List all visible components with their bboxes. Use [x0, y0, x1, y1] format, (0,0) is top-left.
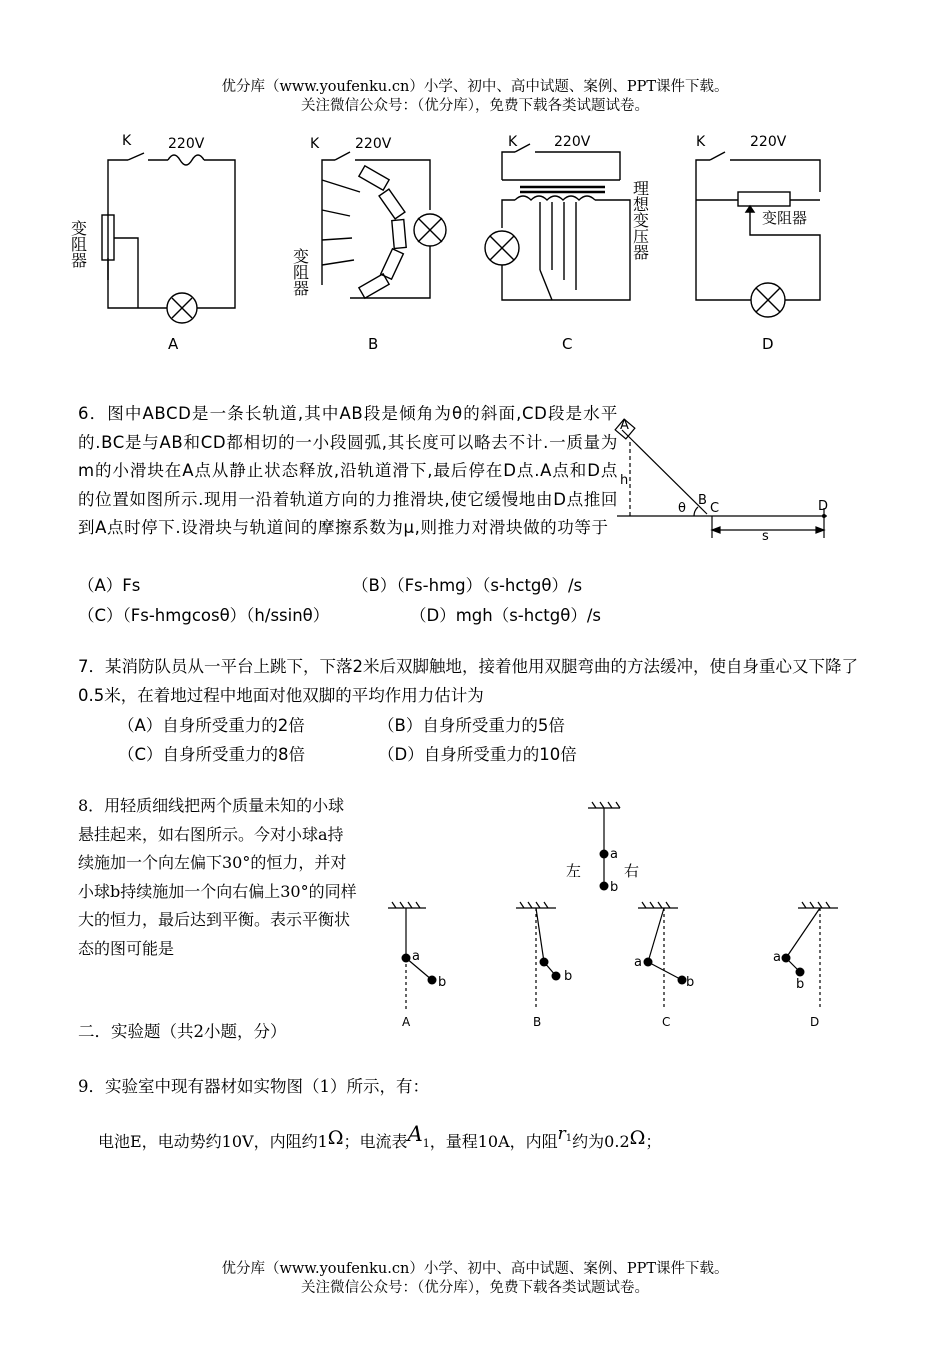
- battery-text: 电池E，电动势约10V，内阻约1: [98, 1132, 328, 1151]
- circuit-label-d: D: [762, 335, 774, 353]
- footer-line-1: 优分库（www.youfenku.cn）小学、初中、高中试题、案例、PPT课件下载。: [221, 1261, 729, 1277]
- question-8-text: 8．用轻质细线把两个质量未知的小球悬挂起来，如右图所示。今对小球a持续施加一个向左偏下30°的恒力，并对小球b持续施加一个向右偏上30°的同样大的恒力，最后达到平衡。表示平衡状态的图可能是: [78, 796, 357, 958]
- voltage-label-a: 220V: [168, 136, 205, 152]
- line-end: ；: [645, 1132, 662, 1151]
- q6-option-c: （C）（Fs-hmgcosθ）（h/ssinθ）: [78, 606, 330, 625]
- voltage-label-d: 220V: [750, 134, 787, 150]
- ball-a-label-top: a: [610, 847, 618, 862]
- footer-line-2: 关注微信公众号：（优分库），免费下载各类试题试卷。: [301, 1280, 649, 1296]
- ohm-symbol-1: Ω: [327, 1127, 344, 1149]
- circuit-label-a: A: [168, 335, 179, 353]
- right-label: 右: [624, 862, 640, 880]
- ball-b-label-a: b: [438, 975, 447, 990]
- circuit-c: [485, 144, 630, 300]
- track-diagram: [612, 412, 852, 542]
- angle-label: θ: [678, 501, 686, 516]
- ball-b-label-top: b: [610, 880, 619, 895]
- resistance-value-text: 约为0.2: [572, 1132, 630, 1151]
- q6-option-a: （A）Fs: [78, 576, 141, 595]
- resistance-subscript: 1: [565, 1133, 573, 1144]
- circuit-a: [102, 153, 235, 323]
- switch-label-c: K: [508, 134, 518, 150]
- ammeter-subscript: 1: [422, 1137, 430, 1150]
- circuit-b: [322, 152, 446, 298]
- distance-label: s: [762, 529, 769, 542]
- header-line-1: 优分库（www.youfenku.cn）小学、初中、高中试题、案例、PPT课件下载。: [221, 79, 729, 95]
- height-label: h: [620, 473, 629, 488]
- ammeter-text: ；电流表: [343, 1132, 408, 1151]
- ammeter-range-text: ，量程10A，内阻: [429, 1132, 558, 1151]
- header-line-2: 关注微信公众号：（优分库），免费下载各类试题试卷。: [301, 98, 649, 114]
- ball-a-label-d: a: [773, 950, 781, 965]
- pendulum-label-c: C: [662, 1015, 671, 1029]
- question-9-text: 9．实验室中现有器材如实物图（1）所示，有：: [78, 1077, 429, 1096]
- q9-equipment-line: [98, 1122, 662, 1152]
- ball-b-label-b: b: [564, 969, 573, 984]
- ohm-symbol-2: Ω: [629, 1127, 646, 1149]
- pendulum-diagram: [380, 800, 850, 1035]
- circuit-d: [696, 152, 820, 317]
- circuit-label-b: B: [368, 335, 379, 353]
- ball-a-label-a: a: [412, 949, 420, 964]
- question-7-text: 7．某消防队员从一平台上跳下，下落2米后双脚触地，接着他用双腿弯曲的方法缓冲，使自身重心又下降了0.5米，在着地过程中地面对他双脚的平均作用力估计为: [78, 657, 858, 705]
- circuit-label-c: C: [562, 335, 573, 353]
- point-d-label: D: [818, 499, 829, 514]
- voltage-label-c: 220V: [554, 134, 591, 150]
- switch-label-d: K: [696, 134, 706, 150]
- q7-option-c: （C）自身所受重力的8倍: [118, 745, 306, 764]
- point-b-label: B: [698, 493, 707, 508]
- section-2-heading: 二．实验题（共2小题，分）: [78, 1022, 287, 1041]
- voltage-label-b: 220V: [355, 136, 392, 152]
- q6-option-b: （B）（Fs-hmg）（s-hctgθ）/s: [352, 576, 583, 595]
- ammeter-symbol: A: [407, 1122, 423, 1146]
- q7-option-d: （D）自身所受重力的10倍: [378, 745, 577, 764]
- switch-label-b: K: [310, 136, 320, 152]
- resistance-symbol: r: [557, 1124, 566, 1144]
- ball-a-label-c: a: [634, 955, 642, 970]
- ball-a-label-b: a: [540, 955, 548, 970]
- q7-option-a: （A）自身所受重力的2倍: [118, 716, 305, 735]
- point-c-label: C: [710, 501, 720, 516]
- rheostat-label-a: 变阻器: [68, 220, 88, 268]
- q6-option-d: （D）mgh（s-hctgθ）/s: [410, 606, 601, 625]
- transformer-label-c: 理想变压器: [630, 180, 650, 260]
- pendulum-label-d: D: [810, 1015, 820, 1029]
- pendulum-label-b: B: [533, 1015, 542, 1029]
- question-6-text: 6．图中ABCD是一条长轨道,其中AB段是倾角为θ的斜面,CD段是水平的.BC是与AB和CD都相切的一小段圆弧,其长度可以略去不计.一质量为m的小滑块在A点从静止状态释放,沿轨道滑下,最后停在D点.A点和D点的位置如图所示.现用一沿着轨道方向的力推滑块,使它缓慢地由D点推回到A点时停下.设滑块与轨道间的摩擦系数为μ,则推力对滑块做的功等于: [78, 404, 618, 537]
- rheostat-label-d: 变阻器: [762, 209, 808, 227]
- q7-option-b: （B）自身所受重力的5倍: [378, 716, 565, 735]
- point-a-label: A: [620, 418, 629, 433]
- ball-b-label-d: b: [796, 977, 805, 992]
- left-label: 左: [566, 862, 582, 880]
- pendulum-label-a: A: [402, 1015, 411, 1029]
- ball-b-label-c: b: [686, 975, 695, 990]
- switch-label-a: K: [122, 133, 132, 149]
- circuit-diagrams: [60, 120, 840, 360]
- rheostat-label-b: 变阻器: [290, 248, 310, 296]
